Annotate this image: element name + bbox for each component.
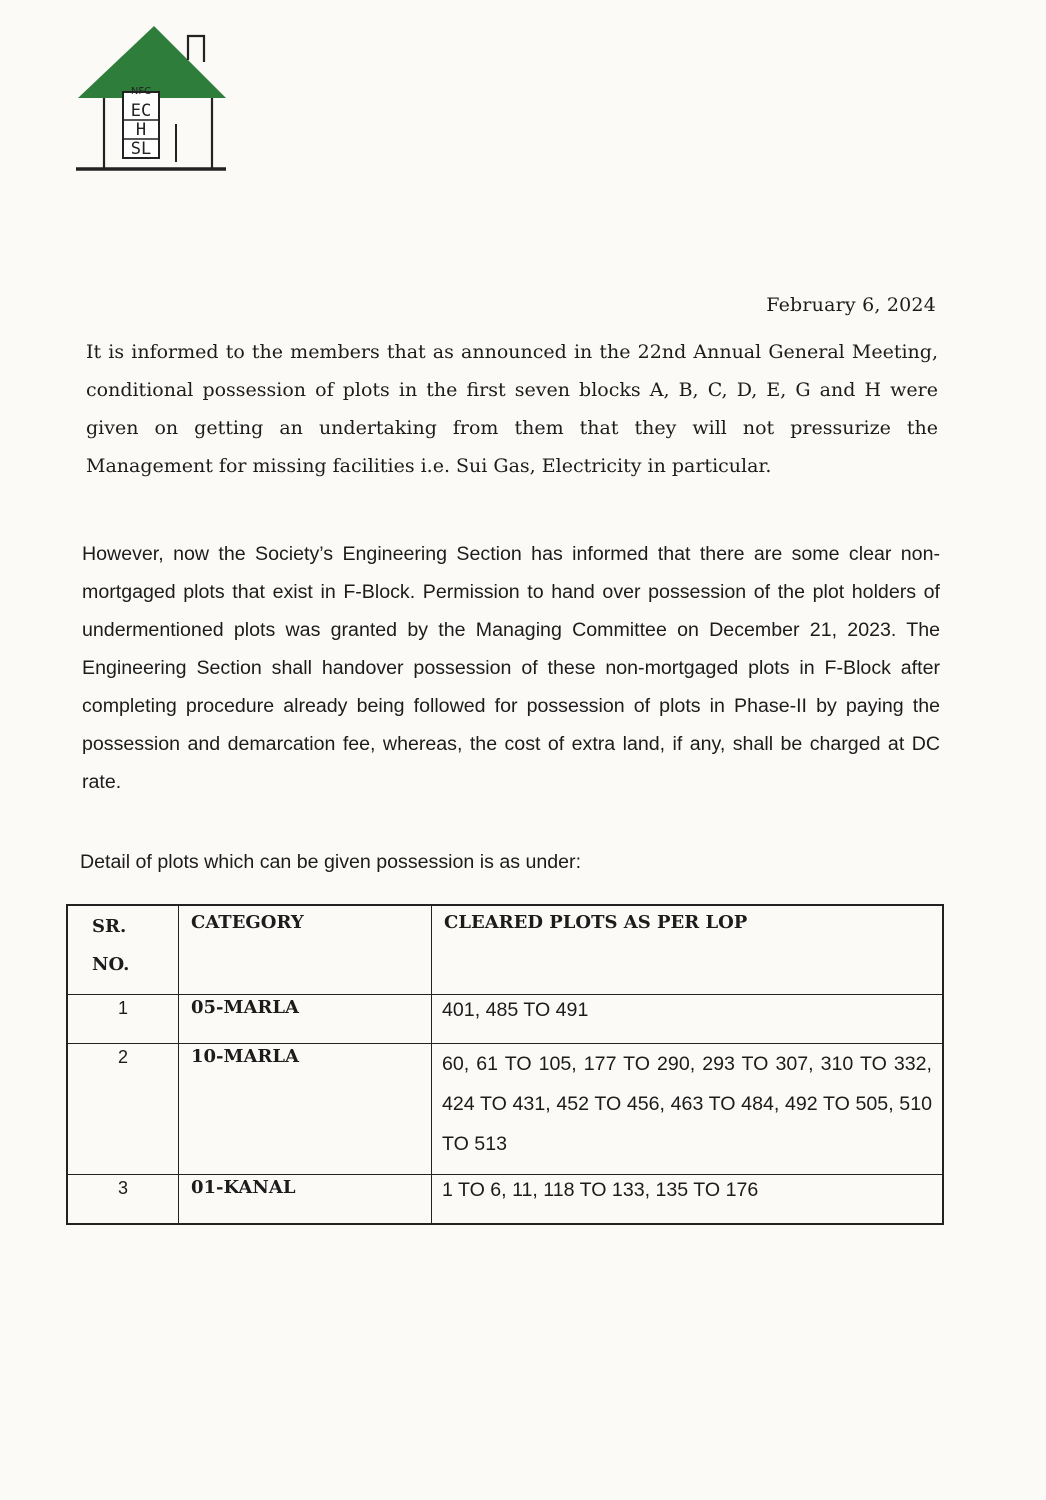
plots-table (66, 904, 944, 1225)
letter-date: February 6, 2024 (766, 294, 936, 316)
header-sr-no (67, 905, 179, 995)
row-sr: 2 (67, 1044, 179, 1175)
row-plots: 401, 485 TO 491 (432, 995, 944, 1044)
logo-chimney (188, 36, 204, 62)
paragraph-agm-notice: It is informed to the members that as announced in the 22nd Annual General Meeting, conditional possession of plots in the first seven blocks A, B, C, D, E, G and H were given on getting an undertaking from them that they will not pressurize the Management for missing facilities i.e. Sui Gas, Electricity in particular. (86, 341, 938, 477)
table-header-row (67, 905, 943, 995)
logo-text-h: H (135, 120, 147, 140)
row-plots: 1 TO 6, 11, 118 TO 133, 135 TO 176 (432, 1175, 944, 1225)
table-intro: Detail of plots which can be given possession is as under: (80, 851, 582, 873)
table-row (67, 1175, 943, 1225)
society-logo (76, 22, 232, 174)
logo-text-ec: EC (130, 101, 152, 121)
row-sr: 3 (67, 1175, 179, 1225)
row-plots: 60, 61 TO 105, 177 TO 290, 293 TO 307, 310 TO 332, 424 TO 431, 452 TO 456, 463 TO 484, 492 TO 505, 510 TO 513 (432, 1044, 944, 1175)
row-category: 10-MARLA (179, 1044, 432, 1175)
row-category: 05-MARLA (179, 995, 432, 1044)
table-row (67, 1044, 943, 1175)
row-sr: 1 (67, 995, 179, 1044)
header-sr-line1: SR. (92, 916, 127, 937)
logo-text-nfc: NFC (130, 86, 152, 97)
table-row (67, 995, 943, 1044)
logo-text-sl: SL (130, 139, 152, 159)
header-sr-line2: NO. (92, 954, 130, 975)
paragraph-f-block-possession: However, now the Society’s Engineering Section has informed that there are some clear non-mortgaged plots that exist in F-Block. Permission to hand over possession of the plot holders of undermentioned plots was granted by the Managing Committee on December 21, 2023. The Engineering Section shall handover possession of these non-mortgaged plots in F-Block after completing procedure already being followed for possession of plots in Phase-II by paying the possession and demarcation fee, whereas, the cost of extra land, if any, shall be charged at DC rate. (82, 543, 940, 793)
row-category: 01-KANAL (179, 1175, 432, 1225)
header-category: CATEGORY (179, 905, 432, 995)
header-cleared-plots: CLEARED PLOTS AS PER LOP (432, 905, 944, 995)
